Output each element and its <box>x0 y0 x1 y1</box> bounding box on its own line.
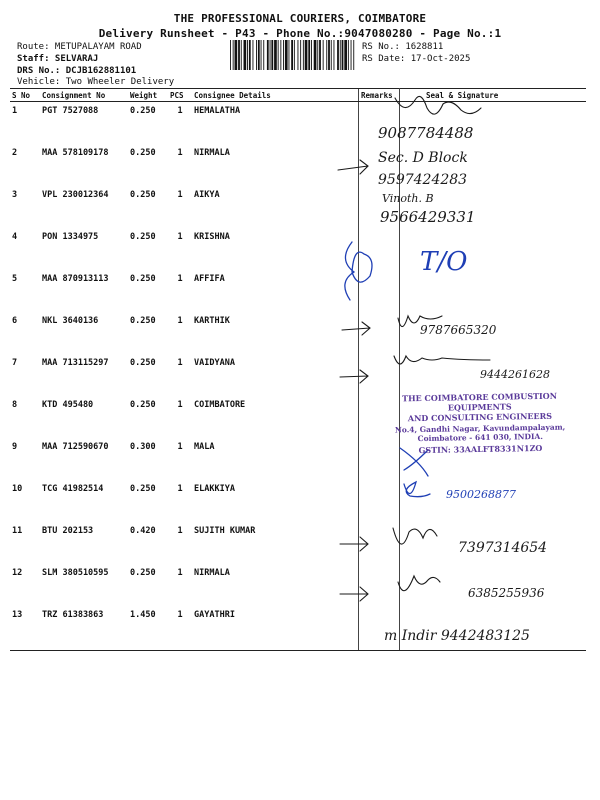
row-consignee: VAIDYANA <box>194 358 235 368</box>
col-remarks: Remarks <box>359 89 400 102</box>
table-header-row <box>10 89 586 102</box>
route-label: Route: METUPALAYAM ROAD <box>17 42 142 52</box>
col-consignment: Consignment No <box>40 89 128 102</box>
barcode-bar <box>233 40 234 70</box>
barcode-bar <box>314 40 317 70</box>
col-consignee: Consignee Details <box>192 89 359 102</box>
barcode-bar <box>256 40 257 70</box>
table-row <box>10 312 586 354</box>
runsheet-title: Delivery Runsheet - P43 - Phone No.:9047080280 - Page No.:1 <box>98 27 502 40</box>
row-signature <box>400 144 587 186</box>
row-remarks <box>359 270 400 312</box>
barcode-bar <box>300 40 301 70</box>
row-consignee: KARTHIK <box>194 316 230 326</box>
row-sno: 12 <box>12 568 23 578</box>
stamp-line: GSTIN: 33AALFT8331N1ZO <box>418 442 543 456</box>
row-consignment-no: NKL 3640136 <box>42 316 99 326</box>
row-sno: 10 <box>12 484 23 494</box>
row-consignee: NIRMALA <box>194 148 230 158</box>
row-remarks <box>359 354 400 396</box>
row-consignment-no: MAA 713115297 <box>42 358 109 368</box>
row-pcs: 1 <box>177 190 183 200</box>
row-remarks <box>359 186 400 228</box>
barcode-bar <box>294 40 295 70</box>
row-signature <box>400 606 587 651</box>
row-pcs: 1 <box>177 526 183 536</box>
row-remarks <box>359 564 400 606</box>
row-remarks <box>359 480 400 522</box>
row-signature <box>400 270 587 312</box>
row-consignee: HEMALATHA <box>194 106 241 116</box>
row-weight: 0.250 <box>130 568 156 578</box>
table-row <box>10 270 586 312</box>
col-sno: S No <box>10 89 40 102</box>
row-sno: 7 <box>12 358 18 368</box>
barcode-bar <box>244 40 247 70</box>
col-pcs: PCS <box>168 89 192 102</box>
row-consignment-no: MAA 712590670 <box>42 442 109 452</box>
row-consignment-no: TRZ 61383863 <box>40 606 128 651</box>
row-consignee: SUJITH KUMAR <box>194 526 256 536</box>
barcode-bar <box>258 40 260 70</box>
company-title: THE PROFESSIONAL COURIERS, COIMBATORE <box>173 12 427 25</box>
row-pcs: 1 <box>177 484 183 494</box>
row-weight: 0.420 <box>130 526 156 536</box>
row-weight: 0.250 <box>130 106 156 116</box>
row-weight: 0.250 <box>130 190 156 200</box>
barcode-bar <box>261 40 262 70</box>
barcode-bar <box>337 40 339 70</box>
row-consignment-no: VPL 230012364 <box>42 190 109 200</box>
row-signature <box>400 480 587 522</box>
row-consignment-no: PON 1334975 <box>42 232 99 242</box>
table-row <box>10 186 586 228</box>
barcode-bar <box>326 40 327 70</box>
row-consignment-no: KTD 495480 <box>42 400 94 410</box>
barcode-bar <box>353 40 354 70</box>
runsheet-table <box>10 88 586 651</box>
vehicle-label: Vehicle: Two Wheeler Delivery <box>17 77 175 87</box>
barcode-bar <box>348 40 349 70</box>
row-sno: 9 <box>12 442 18 452</box>
row-pcs: 1 <box>177 106 183 116</box>
row-pcs: 1 <box>177 358 183 368</box>
barcode-bar <box>298 40 299 70</box>
row-consignment-no: SLM 380510595 <box>42 568 109 578</box>
row-remarks <box>359 522 400 564</box>
row-consignee: AIKYA <box>194 190 220 200</box>
row-consignee: KRISHNA <box>194 232 230 242</box>
row-sno: 3 <box>12 190 18 200</box>
barcode-bar <box>317 40 318 70</box>
col-weight: Weight <box>128 89 168 102</box>
table-row <box>10 606 586 651</box>
row-remarks <box>359 228 400 270</box>
phone-handwritten: 9500268877 <box>446 488 516 501</box>
barcode-bar <box>334 40 335 70</box>
note-handwritten: T/O <box>420 247 468 277</box>
row-consignee: ELAKKIYA <box>194 484 235 494</box>
row-pcs: 1 <box>177 316 183 326</box>
address-handwritten: Sec. D Block <box>378 150 468 166</box>
barcode-bar <box>238 40 240 70</box>
row-remarks <box>359 102 400 145</box>
row-weight: 0.250 <box>130 484 156 494</box>
barcode-bar <box>308 40 310 70</box>
barcode-bar <box>285 40 288 70</box>
barcode-bar <box>305 40 308 70</box>
barcode-bar <box>342 40 344 70</box>
phone-handwritten: 9087784488 <box>378 124 474 142</box>
row-sno: 8 <box>12 400 18 410</box>
row-consignee: AFFIFA <box>194 274 225 284</box>
table-row <box>10 564 586 606</box>
barcode-bar <box>328 40 330 70</box>
company-stamp <box>379 390 580 455</box>
row-consignee: COIMBATORE <box>194 400 246 410</box>
row-sno: 4 <box>12 232 18 242</box>
row-consignee: MALA <box>194 442 215 452</box>
row-pcs: 1 <box>177 148 183 158</box>
row-consignment-no: TCG 41982514 <box>42 484 104 494</box>
row-pcs: 1 <box>168 606 192 651</box>
row-consignment-no: MAA 870913113 <box>42 274 109 284</box>
barcode-bar <box>283 40 284 70</box>
phone-handwritten: 9787665320 <box>420 323 497 337</box>
row-signature <box>400 312 587 354</box>
barcode-bar <box>311 40 312 70</box>
barcode-bar <box>241 40 242 70</box>
table-row <box>10 102 586 145</box>
row-weight: 0.250 <box>130 274 156 284</box>
row-sno: 5 <box>12 274 18 284</box>
stamp-line: No.4, Gandhi Nagar, Kavundampalayam, Coimbatore - 641 030, INDIA. <box>394 422 566 444</box>
barcode-bar <box>263 40 264 70</box>
drs-number: DRS No.: DCJB162881101 <box>17 66 137 76</box>
row-remarks <box>359 312 400 354</box>
stamp-line: THE COIMBATORE COMBUSTION EQUIPMENTS <box>401 390 558 413</box>
row-signature <box>400 564 587 606</box>
table-row <box>10 144 586 186</box>
row-pcs: 1 <box>177 232 183 242</box>
barcode-bar <box>323 40 324 70</box>
rs-date: RS Date: 17-Oct-2025 <box>362 54 471 64</box>
barcode-bar <box>319 40 321 70</box>
barcode-bar <box>280 40 281 70</box>
table-row <box>10 522 586 564</box>
barcode-bar <box>344 40 347 70</box>
row-signature <box>400 102 587 145</box>
row-pcs: 1 <box>177 442 183 452</box>
row-remarks <box>359 144 400 186</box>
row-consignee: GAYATHRI <box>192 606 359 651</box>
rs-number: RS No.: 1628811 <box>362 42 444 52</box>
barcode-bar <box>235 40 238 70</box>
table-row <box>10 228 586 270</box>
row-sno: 2 <box>12 148 18 158</box>
barcode-bar <box>289 40 290 70</box>
row-consignment-no: BTU 202153 <box>42 526 94 536</box>
barcode-bar <box>247 40 248 70</box>
row-signature <box>400 522 587 564</box>
phone-handwritten: 9566429331 <box>380 208 476 226</box>
row-remarks <box>359 606 400 651</box>
barcode-bar <box>303 40 304 70</box>
col-signature: Seal & Signature <box>400 89 587 102</box>
barcode-bar <box>267 40 269 70</box>
barcode-bar <box>291 40 293 70</box>
barcode-icon <box>229 40 357 70</box>
barcode-bar <box>351 40 352 70</box>
row-pcs: 1 <box>177 400 183 410</box>
table-row <box>10 354 586 396</box>
row-weight: 0.250 <box>130 148 156 158</box>
barcode-bar <box>274 40 277 70</box>
row-pcs: 1 <box>177 274 183 284</box>
barcode-bar <box>278 40 279 70</box>
table-row <box>10 480 586 522</box>
row-signature <box>400 186 587 228</box>
row-signature <box>400 228 587 270</box>
row-pcs: 1 <box>177 568 183 578</box>
phone-handwritten: 9597424283 <box>378 172 468 188</box>
row-weight: 0.250 <box>130 400 156 410</box>
barcode-bar <box>249 40 251 70</box>
name-phone-handwritten: m Indir 9442483125 <box>384 628 530 644</box>
row-weight: 0.250 <box>130 232 156 242</box>
phone-handwritten: 7397314654 <box>458 540 548 556</box>
row-weight: 0.250 <box>130 358 156 368</box>
name-handwritten: Vinoth. B <box>382 192 434 205</box>
row-weight: 1.450 <box>128 606 168 651</box>
row-sno: 11 <box>12 526 23 536</box>
row-sno: 1 <box>12 106 18 116</box>
barcode-bar <box>340 40 341 70</box>
row-consignment-no: PGT 7527088 <box>42 106 99 116</box>
row-sno: 13 <box>10 606 40 651</box>
barcode-bar <box>230 40 231 70</box>
staff-label: Staff: SELVARAJ <box>17 54 99 64</box>
phone-handwritten: 6385255936 <box>468 586 545 600</box>
phone-handwritten: 9444261628 <box>480 368 550 381</box>
row-sno: 6 <box>12 316 18 326</box>
row-consignment-no: MAA 578109178 <box>42 148 109 158</box>
barcode-bar <box>253 40 254 70</box>
barcode-bar <box>331 40 332 70</box>
barcode-bar <box>271 40 273 70</box>
stamp-line: AND CONSULTING ENGINEERS <box>407 410 553 424</box>
row-weight: 0.250 <box>130 316 156 326</box>
row-weight: 0.300 <box>130 442 156 452</box>
row-consignee: NIRMALA <box>194 568 230 578</box>
barcode-bar <box>270 40 271 70</box>
